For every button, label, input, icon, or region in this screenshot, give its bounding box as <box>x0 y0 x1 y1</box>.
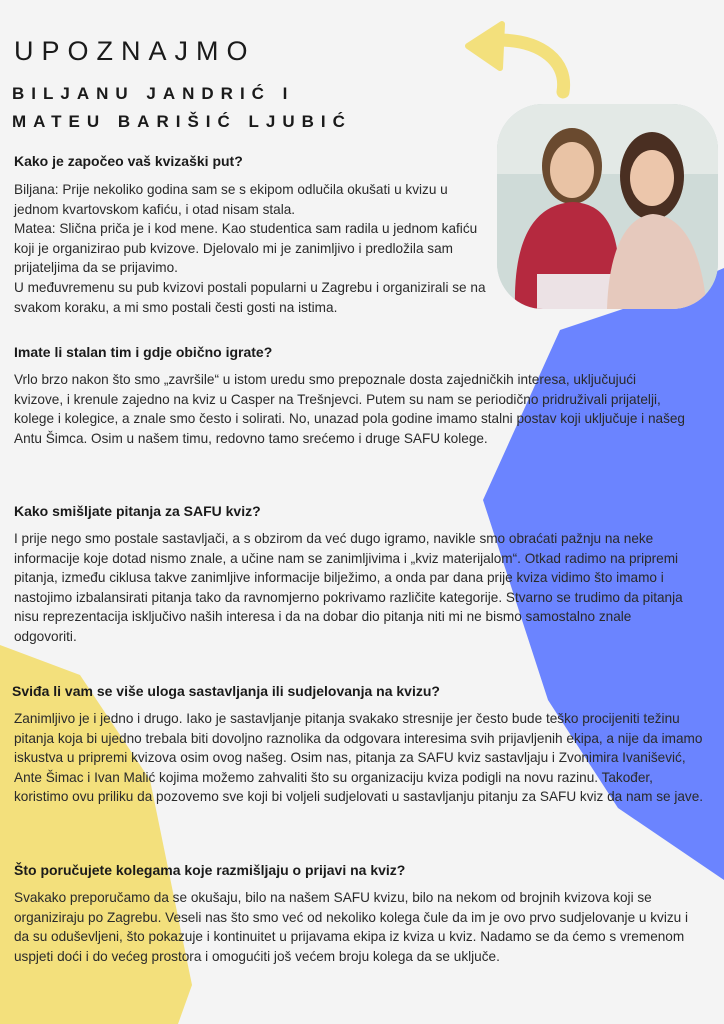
page-title: UPOZNAJMO <box>14 36 256 66</box>
yellow-shape <box>0 645 192 1024</box>
question-1: Kako je započeo vaš kvizaški put? <box>14 153 243 169</box>
curved-arrow-icon <box>468 24 564 92</box>
answer-paragraph: U međuvremenu su pub kvizovi postali popularni u Zagrebu i organizirali se na svakom koraku, a mi smo postali česti gosti na istima. <box>14 279 486 315</box>
question-3: Kako smišljate pitanja za SAFU kviz? <box>14 503 261 519</box>
subtitle-line-1: BILJANU JANDRIĆ I <box>12 84 295 103</box>
answer-paragraph: Svakako preporučamo da se okušaju, bilo na našem SAFU kvizu, bilo na nekom od brojnih kvizova koji se organiziraju po Zagrebu. Veseli nas što smo već od nekoliko kolega čule da im je ovo prvo sudjelovanje u kvizu i da su oduševljeni, što pokazuje i kontinuitet u prijavama ekipa iz kviza u kviz. Nadamo se da ćemo s vremenom uspjeti doći i do većeg prostora i omogućiti još većem broju kolega da se uključe. <box>14 890 689 964</box>
answer-paragraph: I prije nego smo postale sastavljači, a s obzirom da već dugo igramo, navikle smo obraćati pažnju na neke informacije koje dotad nismo znale, a učine nam se zanimljivima i „kviz materijalom“. Otkad radimo na pripremi pitanja, između ciklusa takve zanimljive informacije bilježimo, a onda par dana prije kviza vidimo što imamo i nastojimo izbalansirati pitanja tako da ravnomjerno pokrivamo različite kategorije. Stvarno se trudimo da pitanja nisu reprezentacija isključivo naših interesa i da na dobar dio pitanja niti mi ne bismo samostalno znale odgovoriti. <box>14 531 683 644</box>
answer-5 <box>14 888 700 966</box>
answer-paragraph: Matea: Slična priča je i kod mene. Kao studentica sam radila u jednom kafiću koji je organizirao pub kvizove. Djelovalo mi je zanimljivo i predložila sam prijateljima da se prijavimo. <box>14 221 478 276</box>
answer-3 <box>14 529 696 647</box>
question-2: Imate li stalan tim i gdje obično igrate? <box>14 344 273 360</box>
answer-1 <box>14 180 486 317</box>
page-subtitle <box>12 80 352 136</box>
subtitle-line-2: MATEU BARIŠIĆ LJUBIĆ <box>12 112 352 131</box>
answer-4 <box>14 709 708 807</box>
question-5: Što poručujete kolegama koje razmišljaju o prijavi na kviz? <box>14 862 406 878</box>
answer-2 <box>14 370 686 448</box>
answer-paragraph: Zanimljivo je i jedno i drugo. Iako je sastavljanje pitanja svakako stresnije jer često bude teško procijeniti težinu pitanja koja bi ujedno trebala biti dovoljno raznolika da odgovara interesima svih prijavljenih ekipa, a nije da imamo iskustva u pripremi kvizova osim ovog našeg. Osim nas, pitanja za SAFU kviz sastavljaju i Zvonimira Ivanišević, Ante Šimac i Ivan Malić kojima možemo zahvaliti što su organizaciju kviza podigli na novu razinu. Također, koristimo ovu priliku da pozovemo sve koji bi voljeli sudjelovati u sastavljanju pitanju za SAFU kviz da nam se jave. <box>14 711 704 805</box>
answer-paragraph: Biljana: Prije nekoliko godina sam se s ekipom odlučila okušati u kvizu u jednom kvartovskom kafiću, i otad nisam stala. <box>14 182 448 217</box>
interviewees-photo <box>497 104 718 309</box>
answer-paragraph: Vrlo brzo nakon što smo „završile“ u istom uredu smo prepoznale dosta zajedničkih interesa, uključujući kvizove, i krenule zajedno na kviz u Casper na Trešnjevci. Putem su nam se periodično pridruživali prijatelji, kolege i kolegice, a znale smo često i solirati. No, unazad pola godine imamo stalni postav koji uključuje i našeg Antu Šimca. Osim u našem timu, redovno tamo srećemo i druge SAFU kolege. <box>14 372 685 446</box>
question-4: Sviđa li vam se više uloga sastavljanja ili sudjelovanja na kvizu? <box>12 683 440 699</box>
